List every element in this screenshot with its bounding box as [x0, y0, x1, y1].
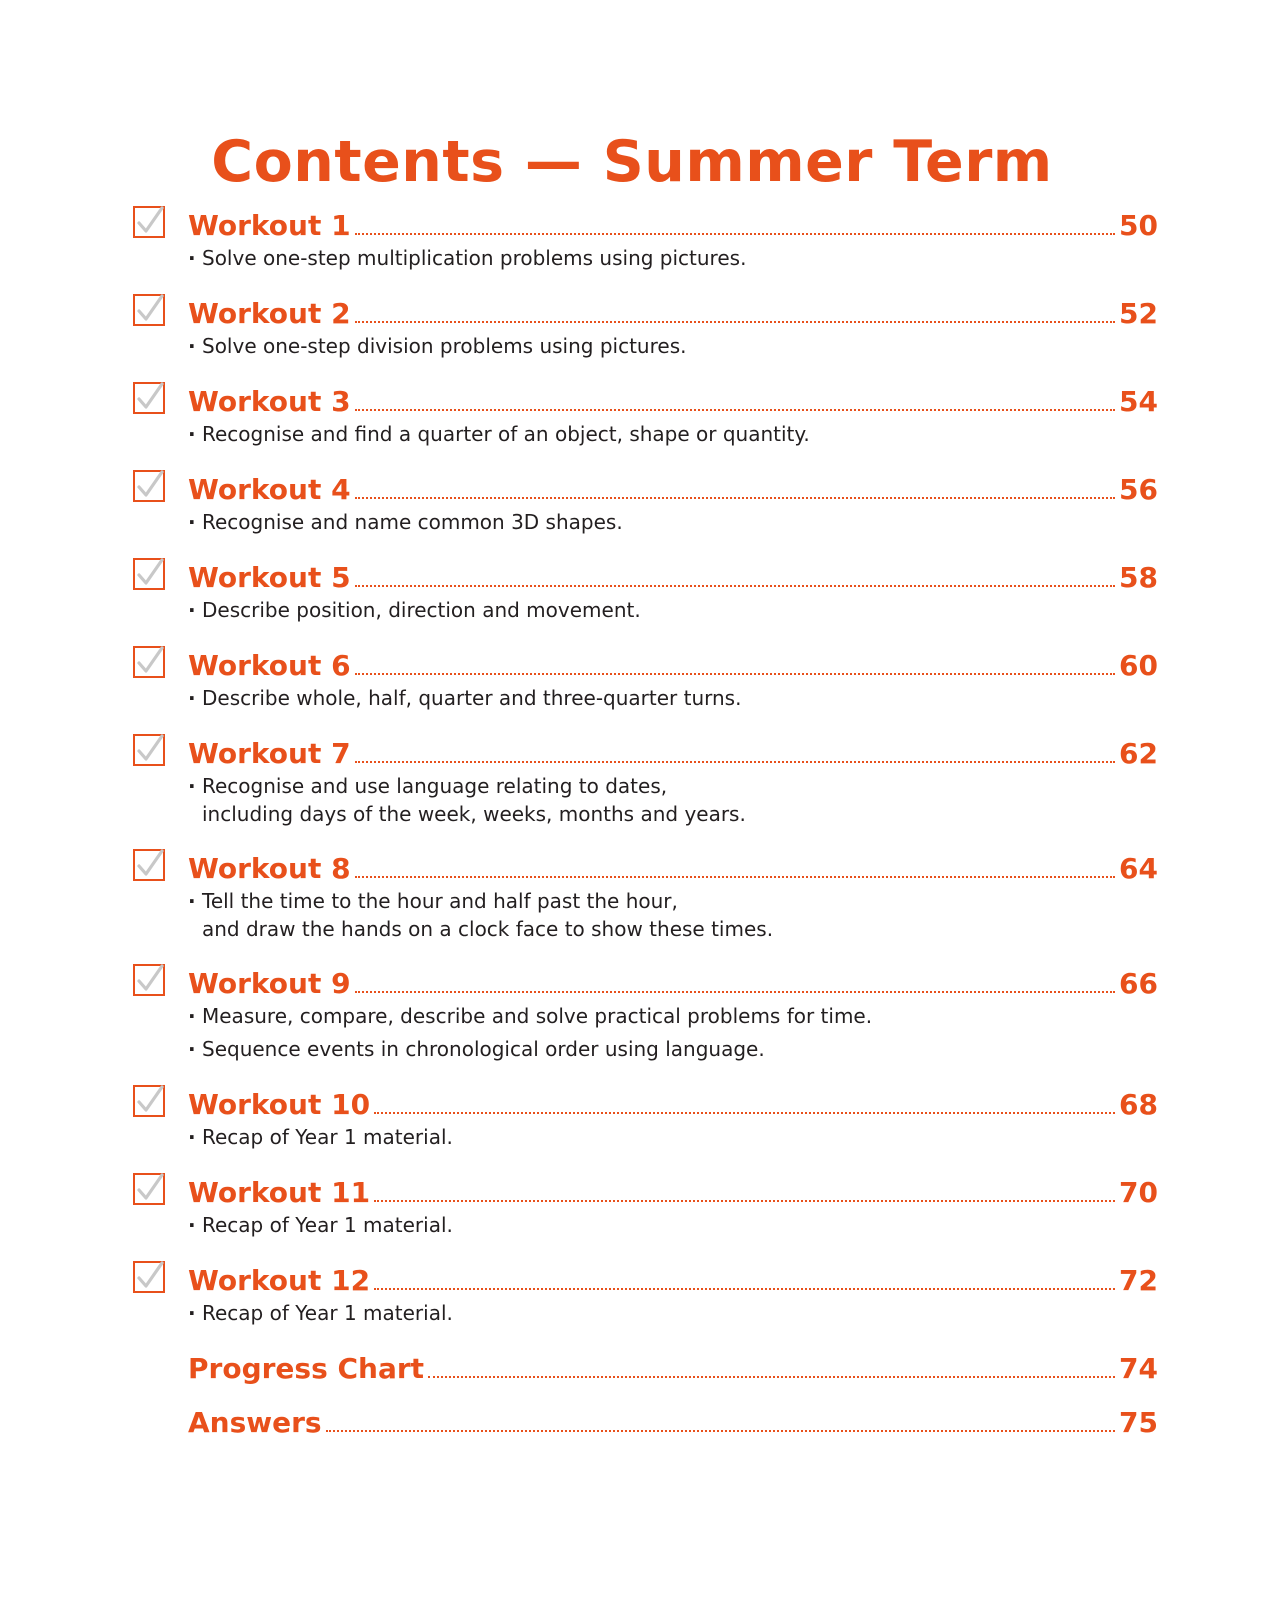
checkbox-icon[interactable]	[133, 964, 165, 996]
entry-description	[188, 1002, 1088, 1030]
toc-heading-row[interactable]	[188, 1259, 1158, 1299]
page-number: 54	[1119, 385, 1158, 418]
dot-leader	[374, 1110, 1115, 1114]
checkbox-icon[interactable]	[133, 206, 165, 238]
dot-leader	[355, 319, 1115, 323]
entry-description	[188, 684, 1088, 712]
entry-title: Workout 2	[188, 297, 351, 330]
description-text: Recognise and name common 3D shapes.	[202, 510, 623, 534]
dot-leader	[374, 1286, 1115, 1290]
entry-description	[188, 887, 1088, 943]
toc-heading-row[interactable]	[188, 292, 1158, 332]
description-text: Recap of Year 1 material.	[202, 1213, 453, 1237]
entry-description	[188, 420, 1088, 448]
page-number: 58	[1119, 561, 1158, 594]
dot-leader	[355, 407, 1115, 411]
dot-leader	[326, 1428, 1115, 1432]
description-text: Describe position, direction and movement.	[202, 598, 641, 622]
entry-title: Workout 1	[188, 209, 351, 242]
toc-heading-row[interactable]	[188, 962, 1158, 1002]
page-number: 74	[1119, 1352, 1158, 1385]
entry-description	[188, 772, 1088, 828]
dot-leader	[355, 671, 1115, 675]
entry-title: Answers	[188, 1406, 322, 1439]
page-title: Contents — Summer Term	[211, 129, 1053, 196]
page-number: 68	[1119, 1088, 1158, 1121]
entry-description	[188, 508, 1088, 536]
bullet-icon: ·	[188, 1004, 196, 1028]
dot-leader	[428, 1374, 1115, 1378]
page-number: 60	[1119, 649, 1158, 682]
dot-leader	[355, 583, 1115, 587]
entry-title: Workout 12	[188, 1264, 371, 1297]
bullet-icon: ·	[188, 686, 196, 710]
description-text: Tell the time to the hour and half past the hour, and draw the hands on a clock face to show these times.	[202, 889, 774, 941]
page-number: 66	[1119, 967, 1158, 1000]
dot-leader	[374, 1198, 1115, 1202]
entry-title: Workout 5	[188, 561, 351, 594]
bullet-icon: ·	[188, 774, 196, 798]
description-text: Recognise and use language relating to dates, including days of the week, weeks, months and years.	[202, 774, 746, 826]
dot-leader	[355, 759, 1115, 763]
toc-heading-row[interactable]	[188, 556, 1158, 596]
entry-description	[188, 1211, 1088, 1239]
description-text: Recognise and find a quarter of an object, shape or quantity.	[202, 422, 810, 446]
bullet-icon: ·	[188, 598, 196, 622]
checkbox-icon[interactable]	[133, 470, 165, 502]
checkbox-icon[interactable]	[133, 1261, 165, 1293]
page-number: 50	[1119, 209, 1158, 242]
checkbox-icon[interactable]	[133, 849, 165, 881]
toc-heading-row[interactable]	[188, 644, 1158, 684]
entry-title: Workout 9	[188, 967, 351, 1000]
entry-title: Workout 11	[188, 1176, 371, 1209]
page-number: 56	[1119, 473, 1158, 506]
toc-heading-row[interactable]	[188, 468, 1158, 508]
description-text: Solve one-step multiplication problems using pictures.	[202, 246, 747, 270]
bullet-icon: ·	[188, 1301, 196, 1325]
entry-description	[188, 244, 1088, 272]
page-number: 52	[1119, 297, 1158, 330]
entry-description	[188, 1035, 1088, 1063]
checkbox-icon[interactable]	[133, 734, 165, 766]
toc-heading-row[interactable]	[188, 380, 1158, 420]
entry-description	[188, 1123, 1088, 1151]
entry-title: Workout 7	[188, 737, 351, 770]
entry-description	[188, 1299, 1088, 1327]
checkbox-icon[interactable]	[133, 646, 165, 678]
entry-title: Progress Chart	[188, 1352, 425, 1385]
checkbox-icon[interactable]	[133, 294, 165, 326]
bullet-icon: ·	[188, 1037, 196, 1061]
bullet-icon: ·	[188, 1125, 196, 1149]
toc-heading-row[interactable]	[188, 732, 1158, 772]
page-number: 64	[1119, 852, 1158, 885]
toc-heading-row[interactable]	[188, 1171, 1158, 1211]
description-text: Describe whole, half, quarter and three-quarter turns.	[202, 686, 742, 710]
bullet-icon: ·	[188, 334, 196, 358]
dot-leader	[355, 874, 1115, 878]
description-text: Recap of Year 1 material.	[202, 1301, 453, 1325]
bullet-icon: ·	[188, 510, 196, 534]
entry-description	[188, 596, 1088, 624]
entry-title: Workout 3	[188, 385, 351, 418]
description-text: Recap of Year 1 material.	[202, 1125, 453, 1149]
dot-leader	[355, 231, 1115, 235]
entry-title: Workout 6	[188, 649, 351, 682]
bullet-icon: ·	[188, 246, 196, 270]
checkbox-icon[interactable]	[133, 1173, 165, 1205]
bullet-icon: ·	[188, 889, 196, 913]
bullet-icon: ·	[188, 1213, 196, 1237]
page-number: 70	[1119, 1176, 1158, 1209]
toc-heading-row[interactable]	[188, 1347, 1158, 1387]
dot-leader	[355, 495, 1115, 499]
page-number: 75	[1119, 1406, 1158, 1439]
entry-title: Workout 4	[188, 473, 351, 506]
description-text: Sequence events in chronological order using language.	[202, 1037, 765, 1061]
page-number: 72	[1119, 1264, 1158, 1297]
entry-title: Workout 10	[188, 1088, 371, 1121]
bullet-icon: ·	[188, 422, 196, 446]
toc-heading-row[interactable]	[188, 1083, 1158, 1123]
page-number: 62	[1119, 737, 1158, 770]
dot-leader	[355, 989, 1115, 993]
description-text: Solve one-step division problems using pictures.	[202, 334, 687, 358]
entry-title: Workout 8	[188, 852, 351, 885]
checkbox-icon[interactable]	[133, 1085, 165, 1117]
checkbox-icon[interactable]	[133, 558, 165, 590]
checkbox-icon[interactable]	[133, 382, 165, 414]
entry-description	[188, 332, 1088, 360]
description-text: Measure, compare, describe and solve practical problems for time.	[202, 1004, 873, 1028]
toc-heading-row[interactable]	[188, 1401, 1158, 1441]
toc-heading-row[interactable]	[188, 847, 1158, 887]
toc-heading-row[interactable]	[188, 204, 1158, 244]
